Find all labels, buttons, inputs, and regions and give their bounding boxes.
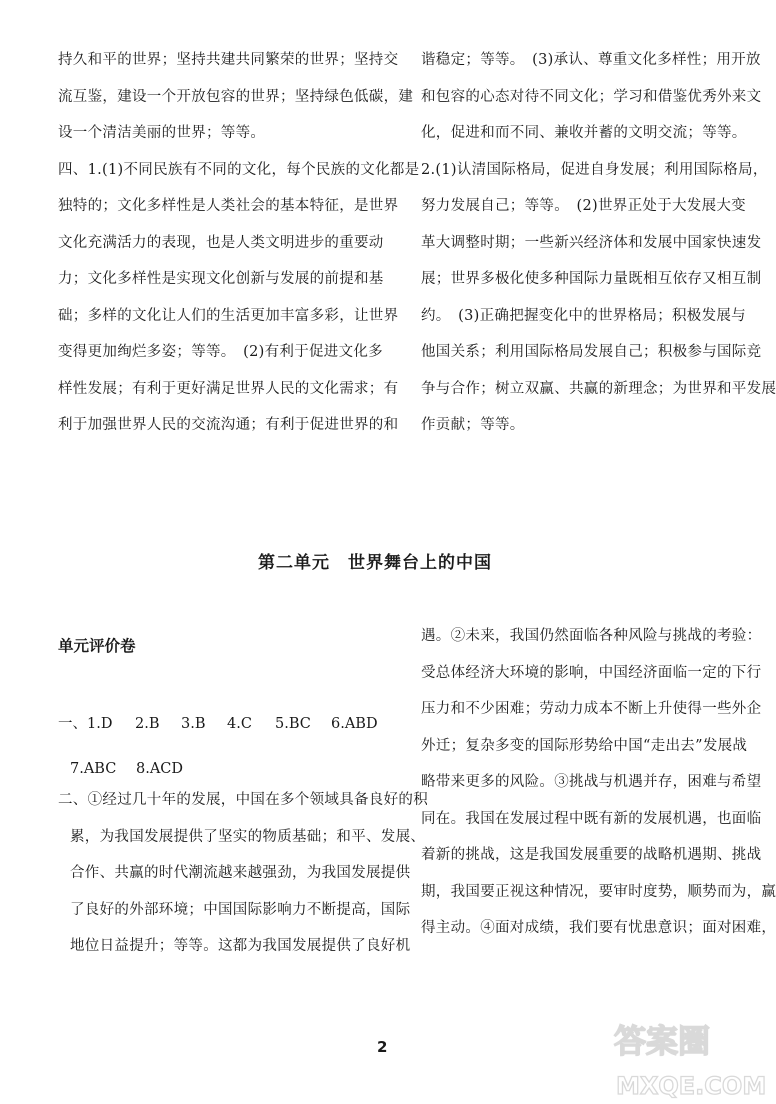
answer-item: 2.B [135,716,160,732]
watermark-logo [610,1016,767,1102]
text-line: 化，促进和而不同、兼收并蓄的文明交流；等等。 [421,125,747,141]
text-line: 持久和平的世界；坚持共建共同繁荣的世界；坚持交 [58,52,399,68]
text-line: 流互鉴，建设一个开放包容的世界；坚持绿色低碳，建 [58,88,414,105]
text-line: 利于加强世界人民的交流沟通；有利于促进世界的和 [58,417,399,433]
answer-item: 8.ACD [136,761,184,777]
question-two-left [58,782,428,965]
watermark-text: 答案圈 [614,1022,711,1060]
text-line: 样性发展；有利于更好满足世界人民的文化需求；有 [58,380,399,397]
watermark-url: MXQE.COM [616,1072,767,1100]
answer-item: 5.BC [275,716,311,732]
multiple-choice-answers [58,702,378,792]
text-line: 约。 (3)正确把握变化中的世界格局；积极发展与 [421,307,746,324]
answer-item: 7.ABC [70,761,117,777]
answer-item: 6.ABD [331,716,378,732]
text-line: 作贡献；等等。 [421,417,525,433]
text-line: 文化充满活力的表现，也是人类文明进步的重要动 [58,234,384,251]
text-line: 地位日益提升；等等。这都为我国发展提供了良好机 [70,938,411,954]
text-line: 遇。②未来，我国仍然面临各种风险与挑战的考验： [421,628,762,644]
text-line: 外迁；复杂多变的国际形势给中国“走出去”发展战 [421,737,748,754]
answer-item: 4.C [227,716,252,732]
text-line: 得主动。④面对成绩，我们要有忧患意识；面对困难， [421,920,776,936]
text-line: 展；世界多极化使多种国际力量既相互依存又相互制 [421,271,762,287]
text-line: 独特的；文化多样性是人类社会的基本特征，是世界 [58,198,399,214]
text-line: 二、①经过几十年的发展，中国在多个领域具备良好的积 [58,792,428,808]
text-line: 合作、共赢的时代潮流越来越强劲，为我国发展提供 [70,865,411,881]
page-number: 2 [377,1038,388,1056]
text-line: 着新的挑战，这是我国发展重要的战略机遇期、挑战 [421,847,762,863]
text-line: 略带来更多的风险。③挑战与机遇并存，困难与希望 [421,774,762,790]
text-line: 谐稳定；等等。 (3)承认、尊重文化多样性；用开放 [421,52,761,68]
text-line: 争与合作；树立双赢、共赢的新理念；为世界和平发展 [421,380,776,397]
text-line: 础；多样的文化让人们的生活更加丰富多彩，让世界 [58,307,399,324]
unit-title: 第二单元 世界舞台上的中国 [258,553,492,573]
answer-item: 1.D [87,716,113,732]
text-line: 设一个清洁美丽的世界；等等。 [58,125,266,141]
answer-row [58,702,378,747]
top-left-column [58,42,420,444]
top-right-column [421,42,776,444]
text-line: 2.(1)认清国际格局，促进自身发展；利用国际格局， [421,161,768,178]
text-line: 变得更加绚烂多姿；等等。 (2)有利于促进文化多 [58,344,383,360]
text-line: 革大调整时期；一些新兴经济体和发展中国家快速发 [421,234,762,251]
text-line: 力；文化多样性是实现文化创新与发展的前提和基 [58,271,384,287]
text-line: 他国关系；利用国际格局发展自己；积极参与国际竞 [421,344,762,360]
answer-item: 3.B [181,716,206,732]
section-title: 单元评价卷 [58,637,136,655]
text-line: 四、1.(1)不同民族有不同的文化，每个民族的文化都是 [58,161,420,178]
text-line: 累，为我国发展提供了坚实的物质基础；和平、发展、 [70,828,426,845]
text-line: 同在。我国在发展过程中既有新的发展机遇，也面临 [421,810,762,827]
text-line: 了良好的外部环境；中国国际影响力不断提高，国际 [70,901,411,918]
question-group-label: 一、 [58,716,87,732]
text-line: 压力和不少困难；劳动力成本不断上升使得一些外企 [421,701,762,717]
question-two-right [421,618,776,947]
text-line: 受总体经济大环境的影响，中国经济面临一定的下行 [421,664,762,681]
text-line: 期，我国要正视这种情况，要审时度势，顺势而为，赢 [421,883,776,900]
text-line: 和包容的心态对待不同文化；学习和借鉴优秀外来文 [421,88,762,105]
text-line: 努力发展自己；等等。 (2)世界正处于大发展大变 [421,198,746,214]
